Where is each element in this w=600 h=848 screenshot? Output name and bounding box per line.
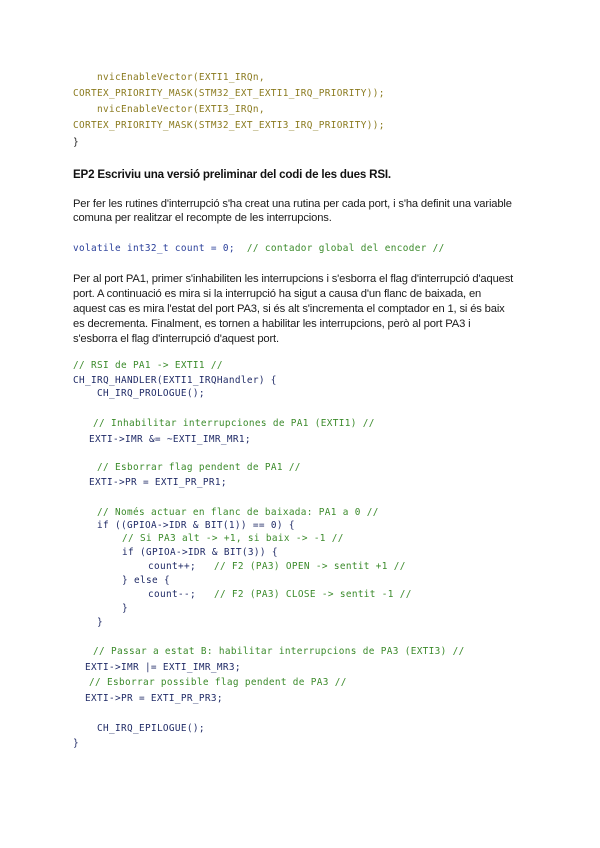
description-paragraph-line: s'esborra el flag d'interrupció d'aquest port.	[73, 333, 279, 345]
code-line: if (GPIOA->IDR & BIT(3)) {	[122, 547, 278, 558]
description-paragraph-line: Per al port PA1, primer s'inhabiliten les interrupcions i s'esborra el flag d'interrupció d'aquest	[73, 273, 514, 285]
code-closing-brace: }	[122, 603, 128, 614]
code-comment: // Només actuar en flanc de baixada: PA1 a 0 //	[97, 507, 379, 518]
code-comment: // Esborrar possible flag pendent de PA3 //	[89, 677, 347, 688]
count-decrement: count--;	[148, 589, 196, 600]
code-closing-brace: }	[73, 137, 79, 148]
code-comment: // F2 (PA3) OPEN -> sentit +1 //	[213, 561, 406, 572]
code-comment: // Si PA3 alt -> +1, si baix -> -1 //	[122, 533, 344, 544]
code-comment: // Passar a estat B: habilitar interrupcions de PA3 (EXTI3) //	[93, 646, 465, 657]
volatile-declaration	[73, 243, 445, 255]
code-line: CH_IRQ_EPILOGUE();	[97, 723, 205, 734]
code-line-cortex-mask-exti1: CORTEX_PRIORITY_MASK(STM32_EXT_EXTI1_IRQ_PRIORITY));	[73, 88, 385, 99]
code-comment: // F2 (PA3) CLOSE -> sentit -1 //	[213, 589, 412, 600]
code-line: EXTI->IMR |= EXTI_IMR_MR3;	[85, 662, 241, 673]
volatile-comment: // contador global del encoder //	[246, 243, 445, 254]
count-increment: count++;	[148, 561, 196, 572]
code-line-nvic-exti3: nvicEnableVector(EXTI3_IRQn,	[97, 104, 265, 115]
section-heading: EP2 Escriviu una versió preliminar del codi de les dues RSI.	[73, 168, 391, 181]
code-line: } else {	[122, 575, 170, 586]
code-comment: // RSI de PA1 -> EXTI1 //	[73, 360, 223, 371]
code-line: EXTI->PR = EXTI_PR_PR3;	[85, 693, 223, 704]
code-line: CH_IRQ_HANDLER(EXTI1_IRQHandler) {	[73, 375, 277, 386]
code-line: EXTI->PR = EXTI_PR_PR1;	[89, 477, 227, 488]
code-comment: // Esborrar flag pendent de PA1 //	[97, 462, 301, 473]
description-paragraph-line: port. A continuació es mira si la interrupció ha sigut a causa d'un flanc de baixada, en	[73, 288, 482, 300]
code-line	[148, 589, 412, 601]
code-closing-brace: }	[97, 617, 103, 628]
volatile-code: volatile int32_t count = 0;	[73, 243, 235, 254]
code-line: EXTI->IMR &= ~EXTI_IMR_MR1;	[89, 434, 251, 445]
code-line-cortex-mask-exti3: CORTEX_PRIORITY_MASK(STM32_EXT_EXTI3_IRQ_PRIORITY));	[73, 120, 385, 131]
description-paragraph-line: es decrementa. Finalment, es tornen a habilitar les interrupcions, però al port PA3 i	[73, 318, 471, 330]
code-line	[148, 561, 406, 573]
code-line: if ((GPIOA->IDR & BIT(1)) == 0) {	[97, 520, 295, 531]
code-line: CH_IRQ_PROLOGUE();	[97, 388, 205, 399]
code-closing-brace: }	[73, 738, 79, 749]
code-comment: // Inhabilitar interrupciones de PA1 (EXTI1) //	[93, 418, 375, 429]
description-paragraph-line: aquest cas es mira l'estat del port PA3, si és alt s'incrementa el comptador en 1, si és baix	[73, 303, 505, 315]
intro-paragraph-line: comuna per realitzar el recompte de les interrupcions.	[73, 212, 332, 224]
code-line-nvic-exti1: nvicEnableVector(EXTI1_IRQn,	[97, 72, 265, 83]
intro-paragraph-line: Per fer les rutines d'interrupció s'ha creat una rutina per cada port, i s'ha definit una variable	[73, 198, 512, 210]
